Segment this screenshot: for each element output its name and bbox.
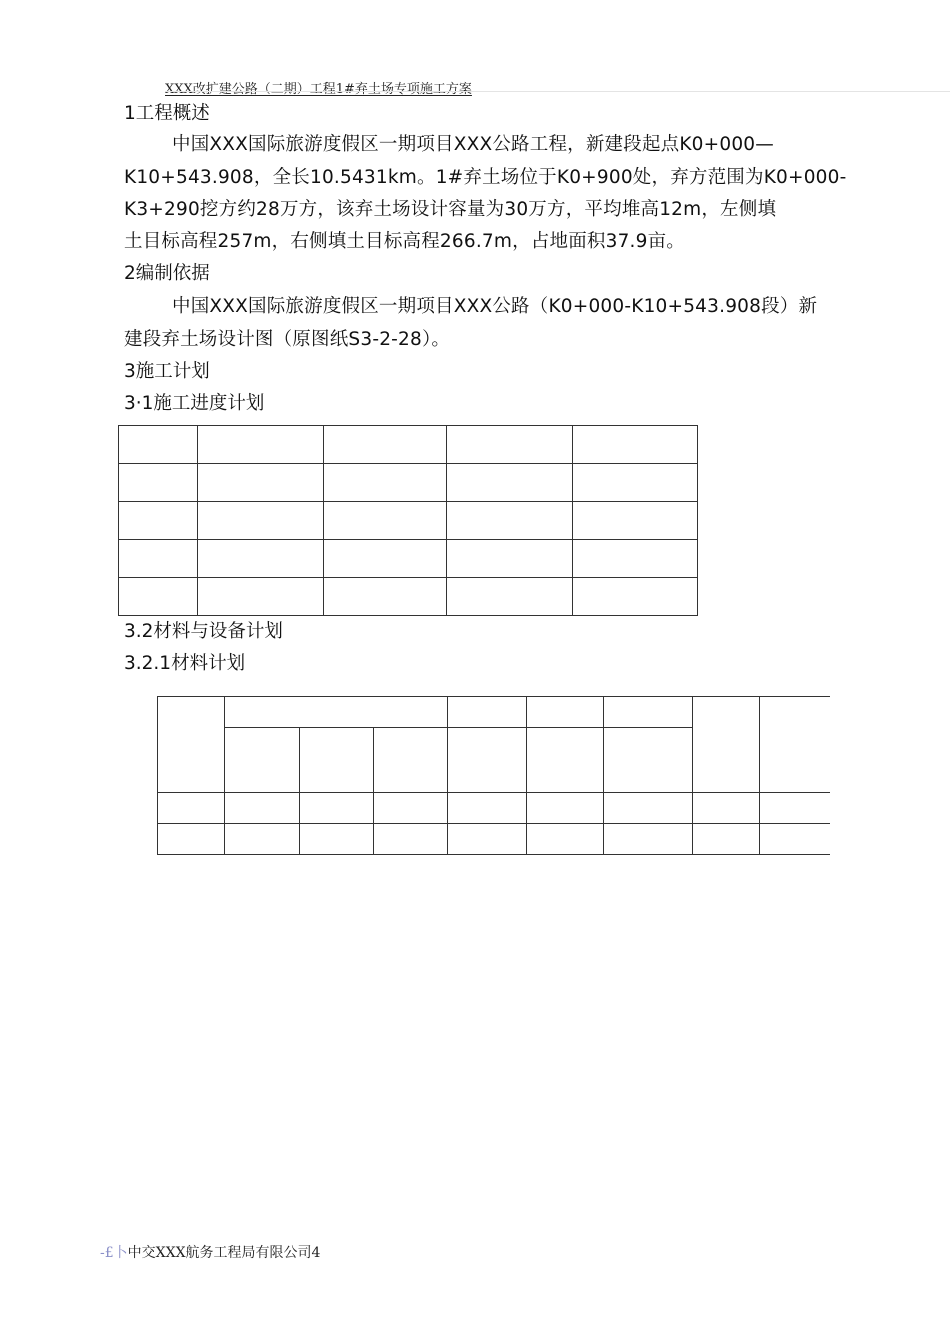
- table-cell: [119, 426, 198, 464]
- section-1-line-1: 中国XXX国际旅游度假区一期项目XXX公路工程，新建段起点K0+000—: [172, 134, 774, 155]
- page-footer: [100, 1242, 320, 1262]
- table-cell: [760, 793, 830, 824]
- table-cell: [197, 426, 323, 464]
- table-cell: [447, 426, 573, 464]
- schedule-table: [118, 425, 698, 616]
- table-cell: [526, 824, 603, 855]
- table-row: [119, 426, 698, 464]
- table-cell: [119, 502, 198, 540]
- table-cell: [197, 502, 323, 540]
- section-3-1-heading: 3·1施工进度计划: [124, 393, 265, 414]
- table-cell: [692, 824, 760, 855]
- table-cell: [760, 824, 830, 855]
- table-cell: [373, 728, 447, 793]
- table-cell: [224, 728, 299, 793]
- table-cell: [197, 464, 323, 502]
- table-cell: [119, 464, 198, 502]
- table-cell: [373, 793, 447, 824]
- table-row: [158, 697, 831, 728]
- table-cell: [526, 728, 603, 793]
- table-cell: [158, 824, 225, 855]
- section-2-line-2: 建段弃土场设计图（原图纸S3-2-28）。: [124, 329, 451, 350]
- table-cell: [447, 502, 573, 540]
- section-2-heading: 2编制依据: [124, 263, 210, 284]
- table-cell: [573, 578, 698, 616]
- table-cell: [447, 578, 573, 616]
- table-cell: [299, 728, 373, 793]
- section-2-line-1: 中国XXX国际旅游度假区一期项目XXX公路（K0+000-K10+543.908段）新: [172, 296, 818, 317]
- table-cell: [603, 728, 692, 793]
- table-cell: [447, 540, 573, 578]
- table-cell: [158, 697, 225, 793]
- section-1-line-2: K10+543.908，全长10.5431km。1#弃土场位于K0+900处，弃方范围为K0+000-: [124, 167, 847, 188]
- table-cell: [373, 824, 447, 855]
- table-cell: [224, 793, 299, 824]
- table-row: [119, 502, 698, 540]
- table-cell: [119, 578, 198, 616]
- table-cell: [323, 426, 447, 464]
- table-cell: [603, 793, 692, 824]
- footer-text: 中交XXX航务工程局有限公司4: [127, 1245, 321, 1261]
- section-3-2-1-heading: 3.2.1材料计划: [124, 653, 246, 674]
- table-cell: [158, 793, 225, 824]
- table-cell: [299, 793, 373, 824]
- table-cell: [323, 502, 447, 540]
- section-3-heading: 3施工计划: [124, 361, 210, 382]
- header-rule: [165, 91, 950, 92]
- table-cell: [760, 697, 830, 793]
- table-cell: [526, 697, 603, 728]
- materials-table: [157, 696, 830, 855]
- table-cell: [447, 728, 526, 793]
- table-cell: [224, 824, 299, 855]
- table-cell: [573, 464, 698, 502]
- table-cell: [447, 697, 526, 728]
- section-1-line-4: 土目标高程257m，右侧填土目标高程266.7m，占地面积37.9亩。: [124, 231, 686, 252]
- header-title: XXX改扩建公路（二期）工程1#弃土场专项施工方案: [165, 82, 472, 97]
- table-row: [119, 464, 698, 502]
- table-cell: [323, 464, 447, 502]
- table-cell: [323, 540, 447, 578]
- table-cell: [573, 426, 698, 464]
- table-cell: [197, 578, 323, 616]
- table-cell: [692, 697, 760, 793]
- table-row: [158, 824, 831, 855]
- section-1-line-3: K3+290挖方约28万方，该弃土场设计容量为30万方，平均堆高12m，左侧填: [124, 199, 777, 220]
- table-cell: [119, 540, 198, 578]
- table-cell: [692, 793, 760, 824]
- table-cell: [447, 464, 573, 502]
- table-cell: [447, 793, 526, 824]
- table-cell: [526, 793, 603, 824]
- table-row: [158, 793, 831, 824]
- section-3-2-heading: 3.2材料与设备计划: [124, 621, 283, 642]
- table-cell: [573, 540, 698, 578]
- footer-mark: -£卜: [100, 1245, 128, 1261]
- table-cell: [447, 824, 526, 855]
- table-cell: [323, 578, 447, 616]
- section-1-heading: 1工程概述: [124, 103, 210, 124]
- table-cell: [299, 824, 373, 855]
- table-cell: [197, 540, 323, 578]
- table-cell: [224, 697, 447, 728]
- table-row: [119, 578, 698, 616]
- table-cell: [573, 502, 698, 540]
- table-cell: [603, 697, 692, 728]
- table-row: [119, 540, 698, 578]
- table-cell: [603, 824, 692, 855]
